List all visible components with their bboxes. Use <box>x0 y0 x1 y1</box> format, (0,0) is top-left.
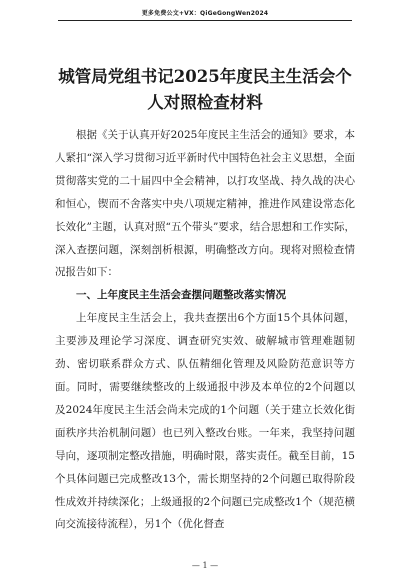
document-title <box>55 64 355 116</box>
title-line-1: 城管局党组书记2025年度民主生活会个 <box>58 67 352 86</box>
intro-paragraph: 根据《关于认真开好2025年度民主生活会的通知》要求，本人紧扣“深入学习贯彻习近平新时代中国特色社会主义思想，全面贯彻落实党的二十届四中全会精神，以打攻坚战、持久战的决心和恒心，锲而不舍落实中央八项规定精神，推进作风建设常态化长效化”主题，认真对照“五个带头”要求，结合思想和工作实际，深入查摆问题，深刻剖析根源，明确整改方向。现将对照检查情况报告如下： <box>55 129 355 279</box>
header-note: 更多免费公文+VX：QiGeGongWen2024 <box>141 10 269 17</box>
page-number: — 1 — <box>191 561 219 570</box>
section-heading: 一、上年度民主生活会查摆问题整改落实情况 <box>76 289 286 302</box>
header-divider <box>58 20 352 21</box>
section-paragraph: 上年度民主生活会上，我共查摆出6个方面15个具体问题，主要涉及理论学习深度、调查研究实效、破解城市管理难题韧劲、密切联系群众方式、队伍精细化管理及风险防范意识等方面。同时，需要继续整改的上级通报中涉及本单位的2个问题以及2024年度民主生活会尚未完成的1个问题（关于建立长效化街面秩序共治机制问题）也已列入整改台账。一年来，我坚持问题导向，逐项制定整改措施，明确时限，落实责任。截至目前，15个具体问题已完成整改13个，需长期坚持的2个问题已取得阶段性成效并持续深化；上级通报的2个问题已完成整改1个（规范横向交流接待流程），另1个（优化督查 <box>55 312 355 531</box>
document-body <box>55 124 355 536</box>
title-line-2: 人对照检查材料 <box>147 93 263 112</box>
